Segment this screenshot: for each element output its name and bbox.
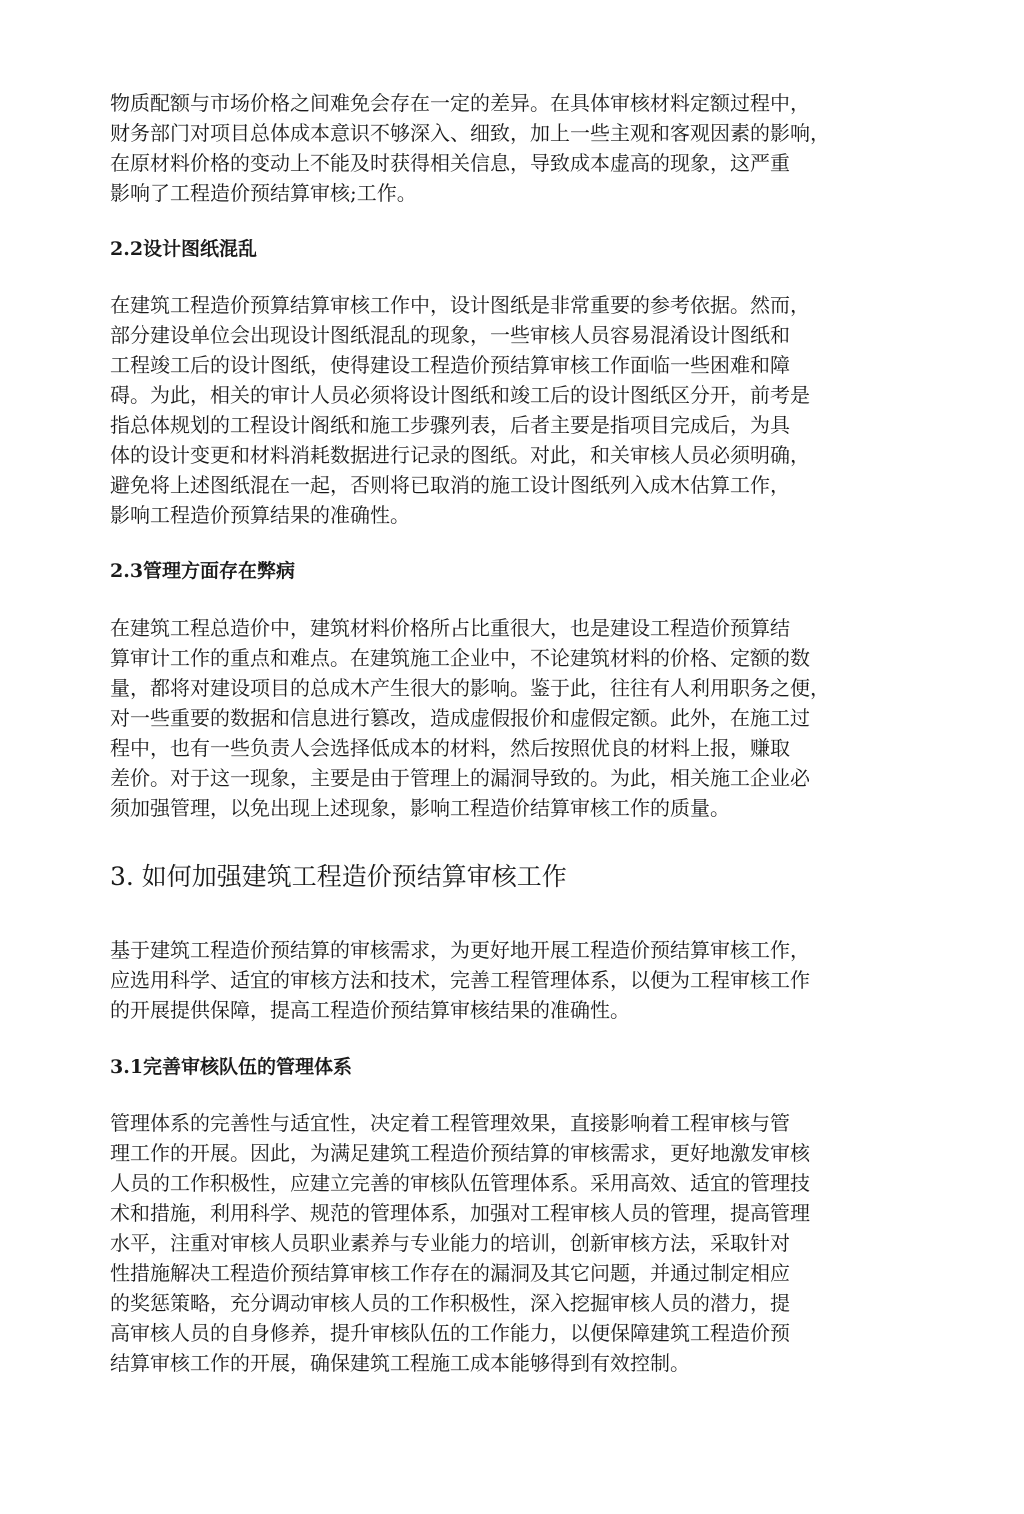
text-line: 性措施解决工程造价预结算审核工作存在的漏洞及其它问题，并通过制定相应 <box>110 1261 790 1285</box>
text-line: 碍。为此，相关的审计人员必须将设计图纸和竣工后的设计图纸区分开，前考是 <box>110 383 810 407</box>
text-line: 在建筑工程总造价中，建筑材料价格所占比重很大，也是建设工程造价预算结 <box>110 616 790 640</box>
section-heading-3: 3. 如何加强建筑工程造价预结算审核工作 <box>110 862 567 891</box>
text-line: 对一些重要的数据和信息进行篡改，造成虚假报价和虚假定额。此外，在施工过 <box>110 706 810 730</box>
text-line: 程中，也有一些负责人会选择低成本的材料，然后按照优良的材料上报，赚取 <box>110 736 790 760</box>
text-line: 避免将上述图纸混在一起，否则将已取消的施工设计图纸列入成木估算工作， <box>110 473 790 497</box>
text-line: 在建筑工程造价预算结算审核工作中，设计图纸是非常重要的参考依据。然而， <box>110 293 810 317</box>
text-line: 水平，注重对审核人员职业素养与专业能力的培训，创新审核方法，采取针对 <box>110 1231 790 1255</box>
text-line: 影响工程造价预算结果的准确性。 <box>110 503 410 527</box>
text-line: 在原材料价格的变动上不能及时获得相关信息，导致成本虚高的现象，这严重 <box>110 151 790 175</box>
subsection-heading-2-3: 2.3管理方面存在弊病 <box>110 560 296 582</box>
text-line: 人员的工作积极性，应建立完善的审核队伍管理体系。采用高效、适宜的管理技 <box>110 1171 810 1195</box>
text-line: 理工作的开展。因此，为满足建筑工程造价预结算的审核需求，更好地激发审核 <box>110 1141 810 1165</box>
text-line: 差价。对于这一现象，主要是由于管理上的漏洞导致的。为此，相关施工企业必 <box>110 766 810 790</box>
text-line: 结算审核工作的开展，确保建筑工程施工成本能够得到有效控制。 <box>110 1351 690 1375</box>
text-line: 物质配额与市场价格之间难免会存在一定的差异。在具体审核材料定额过程中， <box>110 91 810 115</box>
text-line: 术和措施，利用科学、规范的管理体系，加强对工程审核人员的管理，提高管理 <box>110 1201 810 1225</box>
text-line: 量，都将对建设项目的总成木产生很大的影响。鉴于此，往往有人利用职务之便， <box>110 676 830 700</box>
text-line: 应选用科学、适宜的审核方法和技术，完善工程管理体系，以便为工程审核工作 <box>110 968 810 992</box>
text-line: 影响了工程造价预结算审核;工作。 <box>110 181 417 205</box>
text-line: 须加强管理，以免出现上述现象，影响工程造价结算审核工作的质量。 <box>110 796 730 820</box>
text-line: 工程竣工后的设计图纸，使得建设工程造价预结算审核工作面临一些困难和障 <box>110 353 790 377</box>
text-line: 财务部门对项目总体成本意识不够深入、细致，加上一些主观和客观因素的影响， <box>110 121 830 145</box>
text-line: 基于建筑工程造价预结算的审核需求，为更好地开展工程造价预结算审核工作， <box>110 938 810 962</box>
subsection-heading-3-1: 3.1完善审核队伍的管理体系 <box>110 1056 353 1078</box>
text-line: 高审核人员的自身修养，提升审核队伍的工作能力，以便保障建筑工程造价预 <box>110 1321 790 1345</box>
text-line: 的开展提供保障，提高工程造价预结算审核结果的准确性。 <box>110 998 630 1022</box>
text-line: 算审计工作的重点和难点。在建筑施工企业中，不论建筑材料的价格、定额的数 <box>110 646 810 670</box>
text-line: 体的设计变更和材料消耗数据进行记录的图纸。对此，和关审核人员必须明确， <box>110 443 810 467</box>
text-line: 部分建设单位会出现设计图纸混乱的现象，一些审核人员容易混淆设计图纸和 <box>110 323 790 347</box>
text-line: 的奖惩策略，充分调动审核人员的工作积极性，深入挖掘审核人员的潜力，提 <box>110 1291 790 1315</box>
subsection-heading-2-2: 2.2设计图纸混乱 <box>110 238 258 260</box>
text-line: 指总体规划的工程设计阁纸和施工步骤列表，后者主要是指项目完成后，为具 <box>110 413 790 437</box>
text-line: 管理体系的完善性与适宜性，决定着工程管理效果，直接影响着工程审核与管 <box>110 1111 790 1135</box>
